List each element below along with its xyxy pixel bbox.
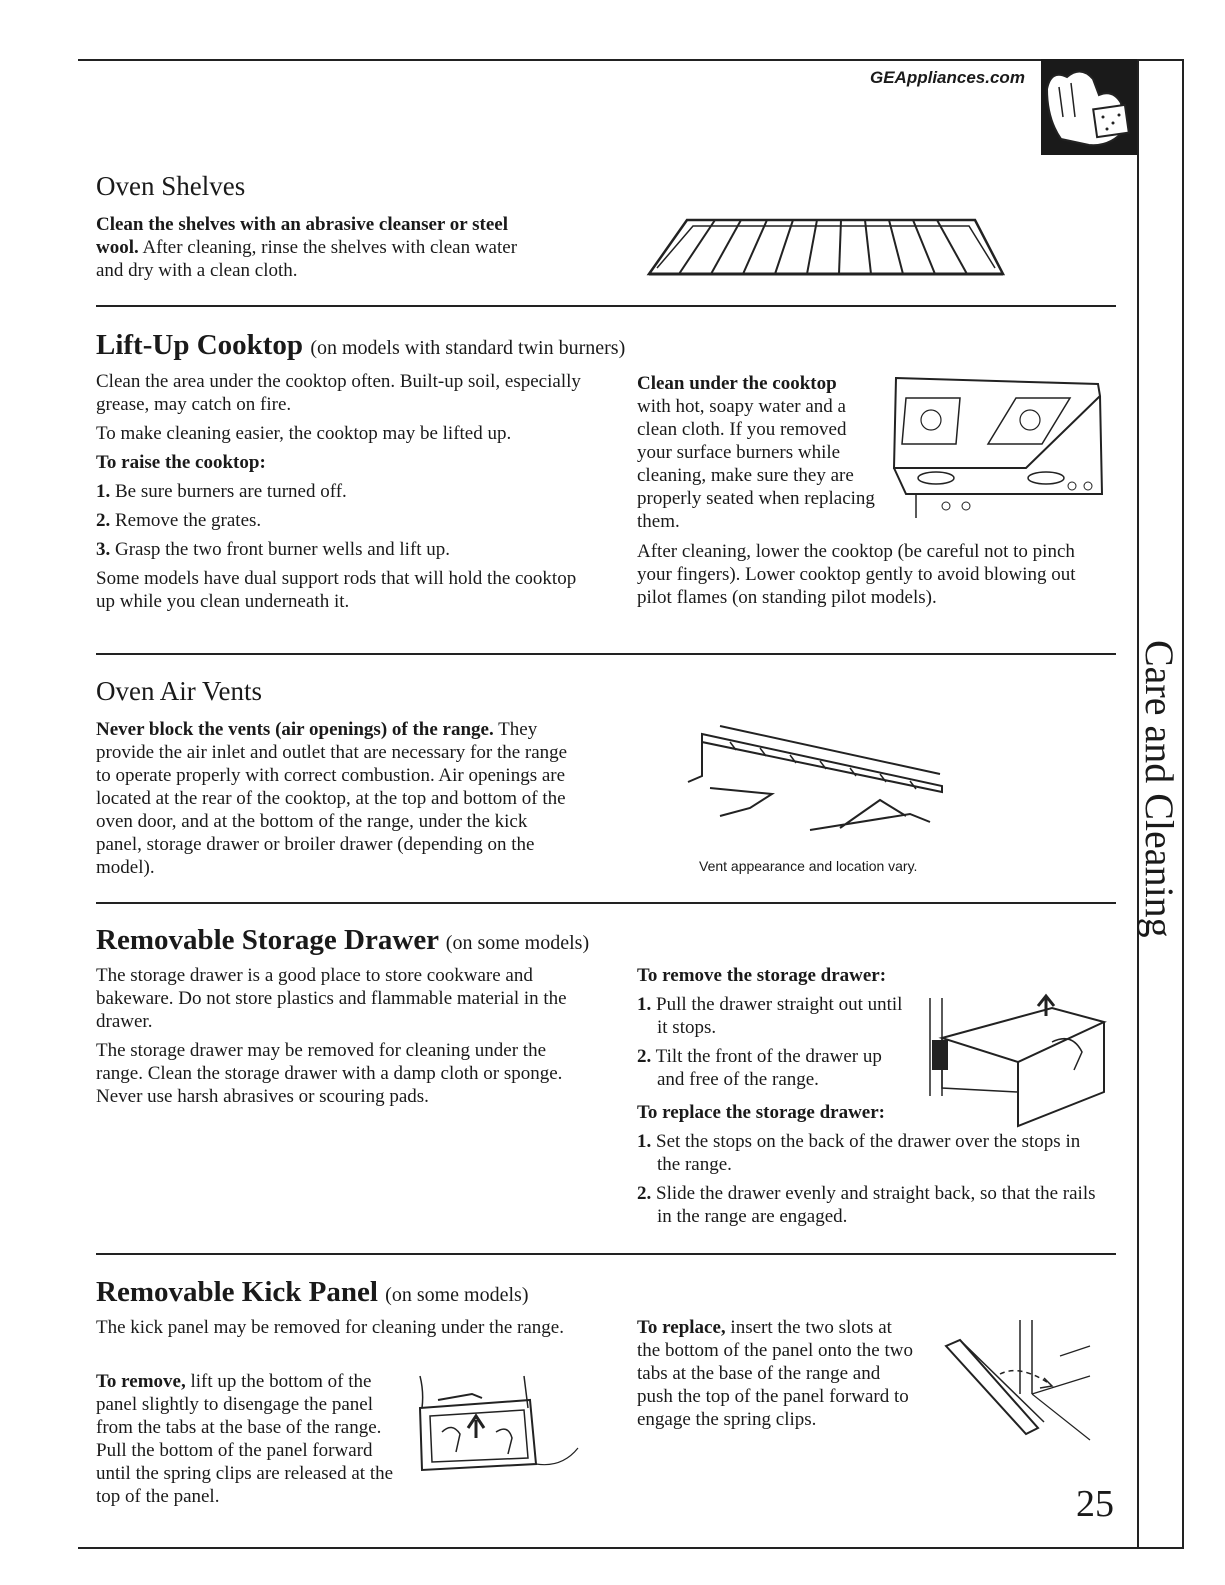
replace-drawer-steps	[637, 1130, 1107, 1228]
storage-drawer-title	[96, 925, 589, 957]
after-cleaning-text: After cleaning, lower the cooktop (be careful not to pinch your fingers). Lower cooktop gently to avoid blowing out pilot flames (on standing pilot models).	[637, 541, 1076, 608]
oven-shelves-rest: After cleaning, rinse the shelves with clean water and dry with a clean cloth.	[96, 237, 518, 281]
oven-shelves-title: Oven Shelves	[96, 171, 246, 201]
kick-panel-replace-rest: insert the two slots at the bottom of the panel onto the two tabs at the base of the range and push the top of the panel forward to engage the spring clips.	[637, 1317, 913, 1430]
divider-2	[96, 653, 1116, 655]
oven-shelves-lead: Clean the shelves with an abrasive cleanser or steel wool.	[96, 214, 508, 258]
kick-panel-subtitle: (on some models)	[385, 1284, 529, 1306]
lift-up-title-text: Lift-Up Cooktop	[96, 329, 304, 361]
air-vents-body: They provide the air inlet and outlet that are necessary for the range to operate properly with correct combustion. Air openings are located at the rear of the cooktop, at the top and bottom of the oven door, and at the bottom of the range, under the kick panel, storage drawer or broiler drawer (depending on the model).	[96, 719, 568, 878]
clean-under-cooktop-lead: Clean under the cooktop	[637, 373, 837, 394]
air-vents-title: Oven Air Vents	[96, 676, 262, 706]
raise-cooktop-heading: To raise the cooktop:	[96, 452, 266, 473]
divider-1	[96, 305, 1116, 307]
list-item: 1. Set the stops on the back of the drawer over the stops in the range.	[637, 1131, 1081, 1175]
storage-drawer-title-text: Removable Storage Drawer	[96, 924, 439, 956]
air-vents-text	[96, 718, 576, 879]
replace-drawer-heading: To replace the storage drawer:	[637, 1102, 885, 1123]
list-item: 1. Pull the drawer straight out until it stops.	[637, 994, 903, 1038]
page-number: 25	[1076, 1483, 1114, 1525]
kick-panel-replace-lead: To replace,	[637, 1317, 726, 1338]
side-tab-label: Care and Cleaning	[1137, 640, 1182, 938]
lift-up-title	[96, 330, 625, 362]
kick-panel-paragraph-1: The kick panel may be removed for cleaning under the range.	[96, 1317, 564, 1338]
divider-3	[96, 902, 1116, 904]
kick-panel-remove-text	[96, 1370, 411, 1508]
lift-up-paragraph-1: Clean the area under the cooktop often. Built-up soil, especially grease, may catch on fire.	[96, 371, 581, 415]
divider-4	[96, 1253, 1116, 1255]
kick-panel-title	[96, 1277, 528, 1309]
section-side-tab	[1137, 640, 1189, 940]
lift-up-left-column	[96, 370, 596, 619]
lift-up-paragraph-3: Some models have dual support rods that will hold the cooktop up while you clean underneath it.	[96, 568, 577, 612]
kick-panel-title-text: Removable Kick Panel	[96, 1276, 378, 1308]
kick-panel-replace-text	[637, 1316, 917, 1431]
oven-shelves-text	[96, 213, 536, 282]
remove-drawer-heading: To remove the storage drawer:	[637, 965, 887, 986]
list-item: 3. Grasp the two front burner wells and lift up.	[96, 539, 451, 560]
clean-under-cooktop-rest: with hot, soapy water and a clean cloth. If you removed your surface burners while cleaning, make sure they are properly seated when replacing them.	[637, 396, 875, 532]
lift-up-subtitle: (on models with standard twin burners)	[310, 337, 626, 359]
lifted-cooktop-illustration	[876, 368, 1106, 528]
oven-shelf-illustration	[645, 212, 1007, 280]
lift-up-right-text	[637, 372, 877, 533]
list-item: 2. Remove the grates.	[96, 510, 262, 531]
storage-drawer-left-column	[96, 964, 586, 1114]
storage-drawer-paragraph-2: The storage drawer may be removed for cleaning under the range. Clean the storage drawer with a damp cloth or sponge. Never use harsh abrasives or scouring pads.	[96, 1040, 563, 1107]
kick-panel-remove-illustration	[412, 1372, 582, 1482]
storage-drawer-paragraph-1: The storage drawer is a good place to store cookware and bakeware. Do not store plastics and flammable material in the drawer.	[96, 965, 567, 1032]
site-url: GEAppliances.com	[870, 68, 1025, 87]
air-vent-caption: Vent appearance and location vary.	[699, 858, 918, 874]
bottom-rule	[78, 1547, 1184, 1549]
top-rule	[78, 59, 1184, 61]
storage-drawer-replace-column	[637, 1101, 1107, 1234]
raise-cooktop-steps	[96, 480, 596, 561]
lift-up-paragraph-2: To make cleaning easier, the cooktop may be lifted up.	[96, 423, 512, 444]
list-item: 2. Slide the drawer evenly and straight back, so that the rails in the range are engaged.	[637, 1183, 1096, 1227]
list-item: 2. Tilt the front of the drawer up and free of the range.	[637, 1046, 882, 1090]
kick-panel-remove-rest: lift up the bottom of the panel slightly to disengage the panel from the tabs at the base of the range. Pull the bottom of the panel forward until the spring clips are released at the top of the panel.	[96, 1371, 394, 1507]
kick-panel-remove-lead: To remove,	[96, 1371, 186, 1392]
cleaning-hand-icon	[1041, 59, 1137, 155]
remove-drawer-steps	[637, 993, 912, 1091]
air-vents-lead: Never block the vents (air openings) of the range.	[96, 719, 494, 740]
kick-panel-replace-illustration	[940, 1316, 1100, 1446]
storage-drawer-subtitle: (on some models)	[445, 932, 590, 954]
storage-drawer-remove-column	[637, 964, 912, 1097]
list-item: 1. Be sure burners are turned off.	[96, 481, 347, 502]
air-vent-illustration	[680, 716, 960, 846]
